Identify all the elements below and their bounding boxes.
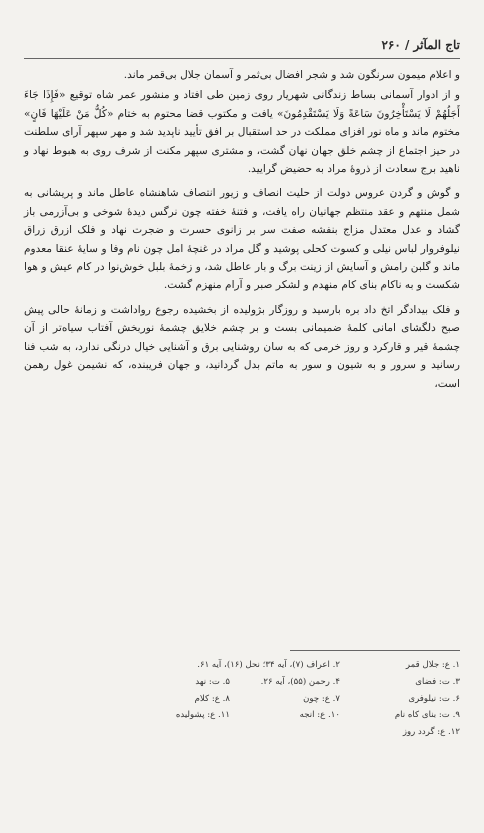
footnote: ۷. ع: چون: [303, 693, 340, 704]
footnote-row: [60, 674, 460, 691]
footnote: ۳. ت: فضای: [415, 676, 460, 687]
footnote-row: [60, 707, 460, 724]
footnote-row: [60, 657, 460, 674]
running-head: تاج المآثر / ۲۶۰: [381, 38, 460, 52]
footnote-row: [60, 724, 460, 741]
footnote-row: [60, 691, 460, 708]
footnote: ۹. ت: بنای کاه نام: [394, 710, 460, 721]
paragraph-2: و از ادوار آسمانی بساط زندگانی شهریار روی زمین طی افتاد و منشور عمر شاه توقیع «فَإِذَا جَاءَ أَجَلُهُمْ لَا يَسْتَأْخِرُونَ سَاعَةً وَلَا يَسْتَقْدِمُونَ» یافت و مکتوب قضا محتوم به ختام «كُلُّ مَنْ عَلَيْهَا فَانٍ» مختوم ماند و ماه نور افزای مملکت در حد استقبال بر افق تأیید ناپدید شد و مهر سپهر آرای سلطنت در حیز اجتماع از چشم خلق جهان نهان گشت، و مشتری سپهر مکنت از شرف روی به هبوط نهاد و ناهید برج سعادت از ذروهٔ مراد به حضیض گرایید.: [24, 89, 460, 176]
footnote-rule: [290, 650, 460, 651]
footnote: ۱۱. ع: پشولیده: [175, 710, 230, 721]
footnote: ۱۰. ع: انجه: [299, 710, 340, 721]
paragraph-4: و فلک بیدادگر اتخ داد بره بارسید و روزگار بژولیده از بخشیده رجوع رواداشت و زمانهٔ حالی پیش صبح دلگشای امانی کلمهٔ ضمیمانی بست و بر چشم خلایق چشمهٔ نوربخش آفتاب سیاه‌تر از آن چشمهٔ قیر و قارکرد و روز خرمی که به سان روشنایی برق و آشنایی خیال درنگی ندارد، به شب فنا رسانید و سرور و به شیون و سور به ماتم بدل گردانید، و جهان فریبنده، که نشیمن غول رهمن است،: [24, 303, 460, 390]
body-text: [24, 66, 460, 395]
footnote: ۱. ع: جلال قمر: [405, 660, 460, 670]
footnotes: [60, 657, 460, 741]
footnote: ۶. ت: نیلوفری: [408, 693, 460, 704]
footnote: ۱۲. ع: گردد روز: [402, 727, 460, 738]
paragraph-3: و گوش و گردن عروس دولت از حلیت انصاف و زیور انتصاف شاهنشاه عاطل ماند و پریشانی به شمل منتهم و عقد منتظم جهانیان راه یافت، و فتنهٔ خفته چون نرگس دیدهٔ شوخی و بی‌آزرمی باز گشاد و عدل معتدل مزاج بنفشه صفت سر بر زانوی حسرت و ضجرت نهاد و فلک ازرق زراق نیلوفروار لباس نیلی و کسوت کحلی پوشید و گل مراد در غنچهٔ امل چون نام وفا و سایهٔ عنقا معدوم ماند و گلبن رامش و آسایش از زینت برگ و بار عاطل شد، و زخمهٔ بلبل خوش‌نوا در کام عیش و هوا شکست و به ناکام بنای کام منهدم و لشکر صبر و آرام منهزم گشت.: [24, 187, 460, 292]
footnote: ۵. ت: نهد: [195, 676, 230, 687]
header-rule: [24, 58, 460, 59]
footnote: ۴. رحمن (۵۵)، آیه ۲۶.: [260, 676, 340, 687]
paragraph-1: و اعلام میمون سرنگون شد و شجر افضال بی‌ثمر و آسمان جلال بی‌قمر ماند.: [123, 69, 460, 81]
footnote: ۲. اعراف (۷)، آیه ۳۴؛ نحل (۱۶)، آیه ۶۱.: [197, 660, 340, 670]
footnote: ۸. ع: کلام: [194, 693, 230, 704]
